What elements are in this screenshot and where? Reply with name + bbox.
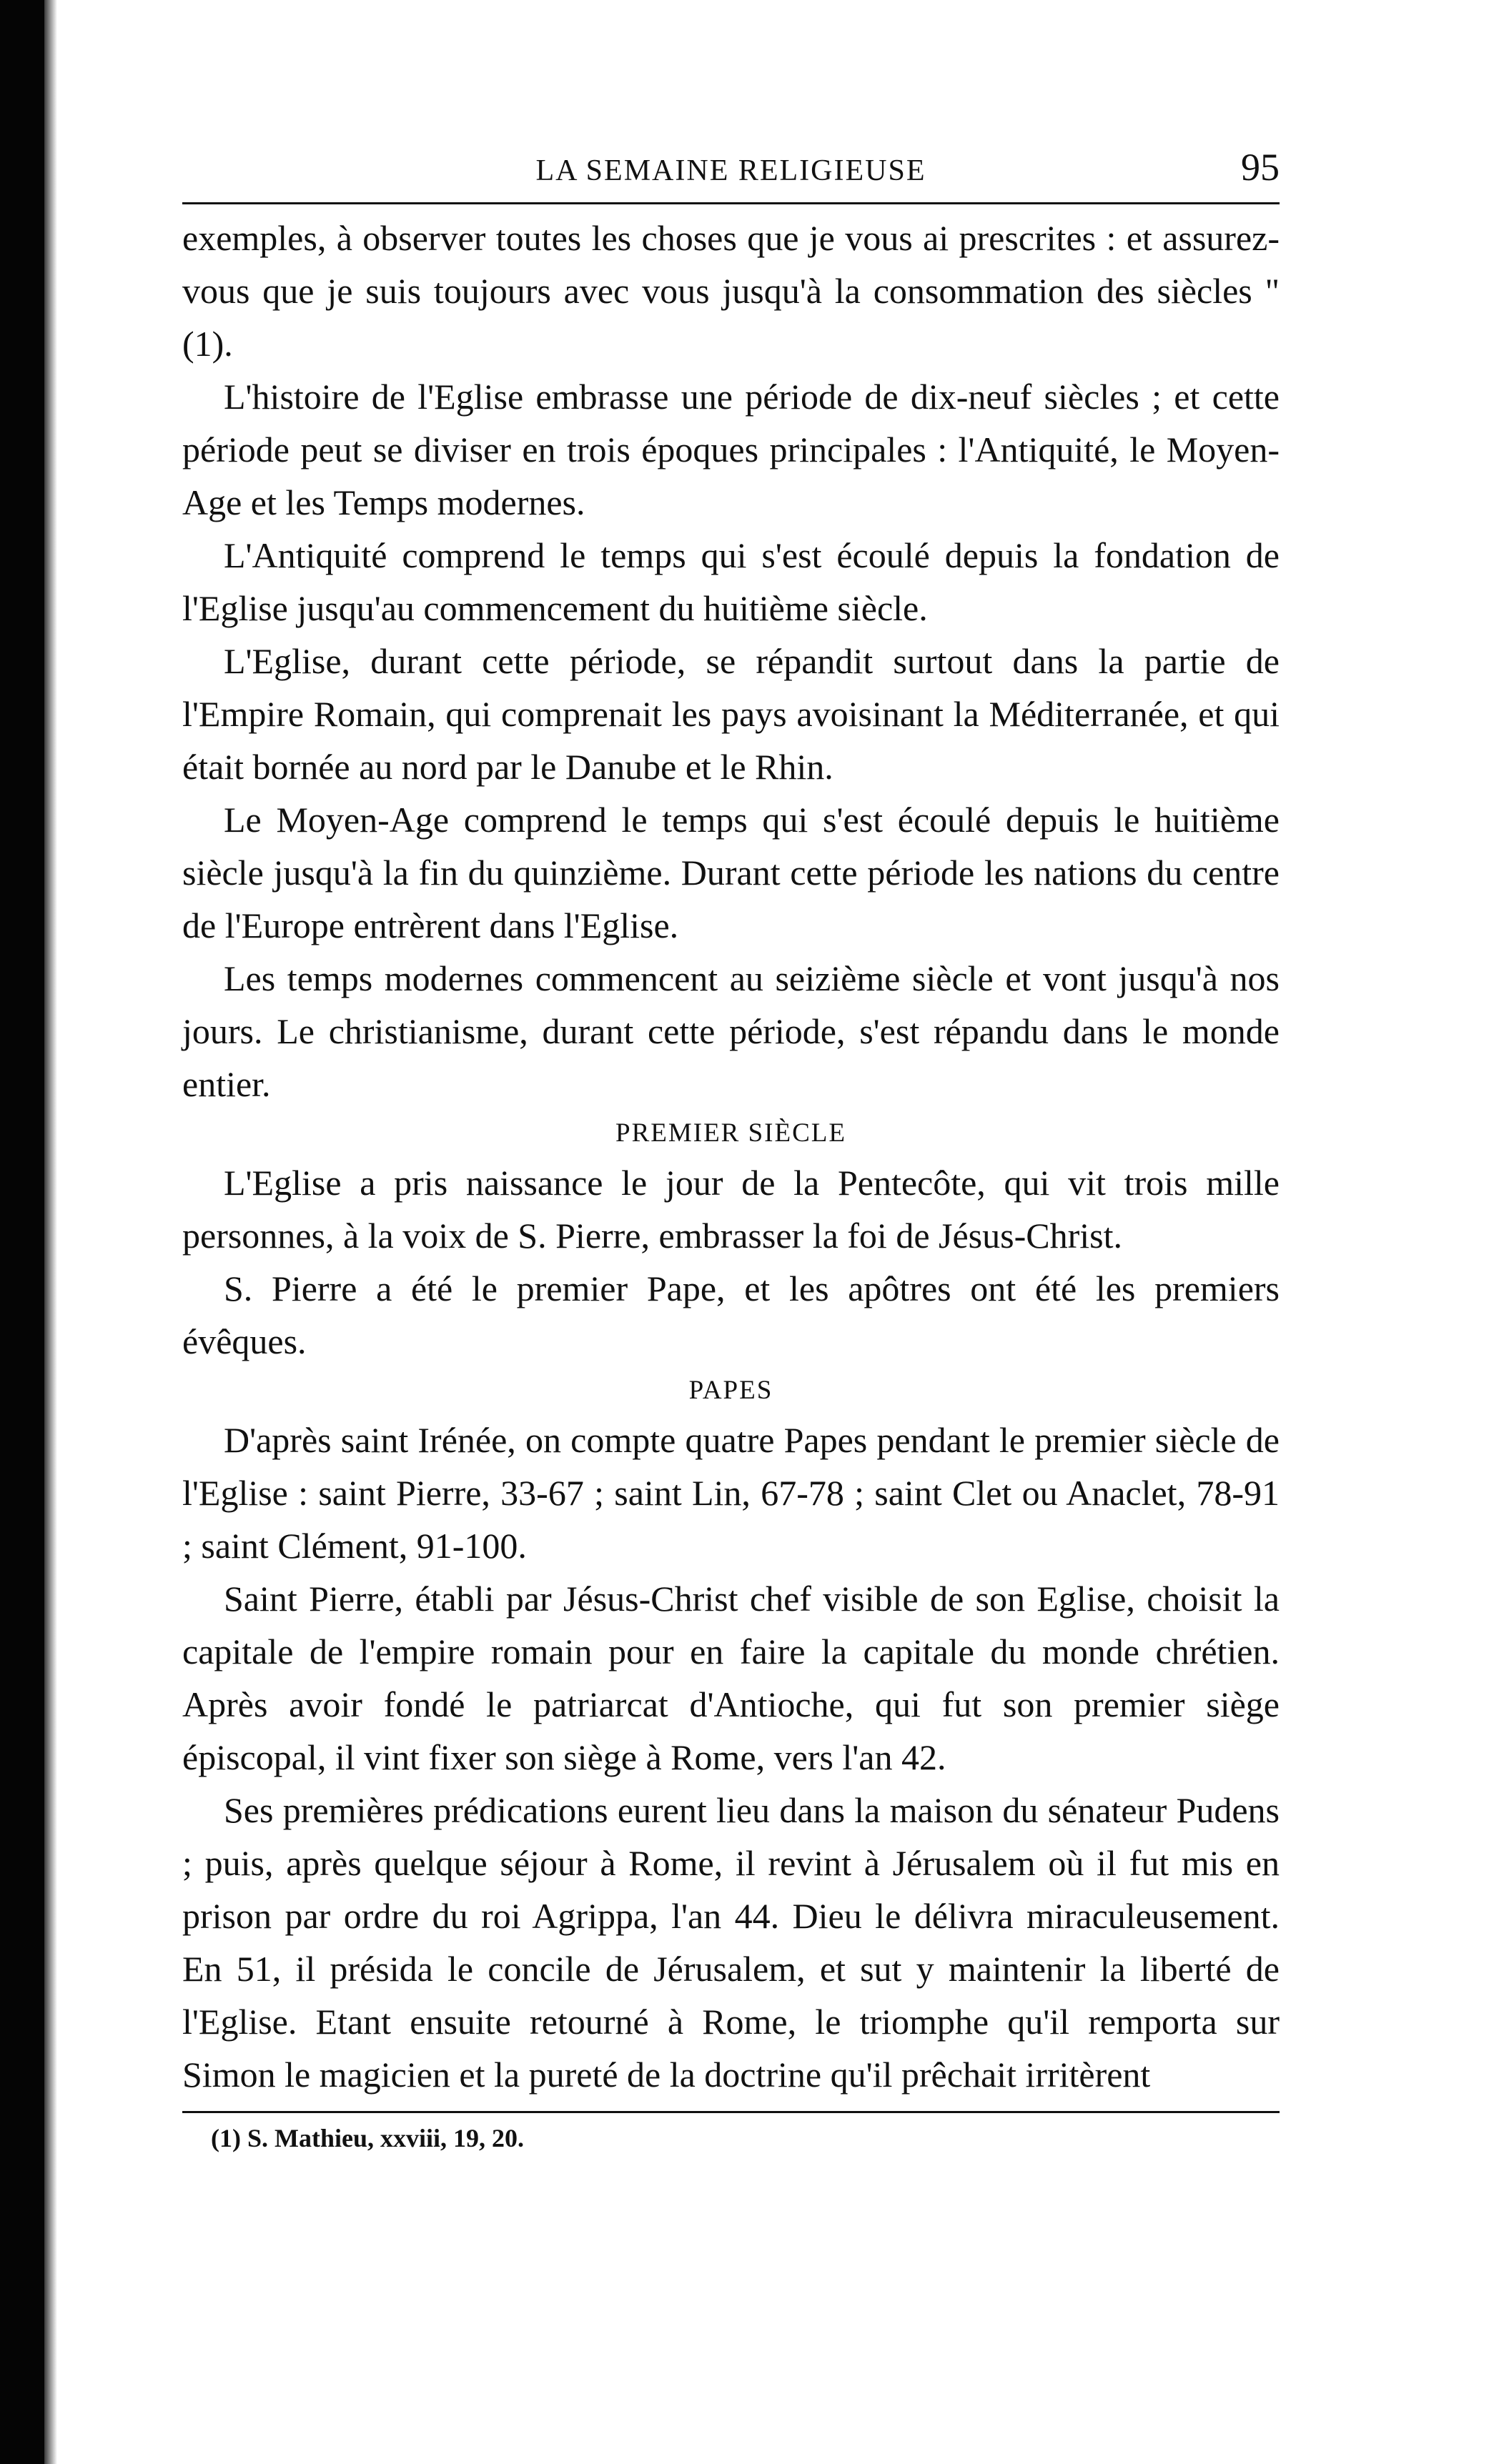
running-head — [182, 139, 1280, 197]
page-body — [182, 212, 1280, 2101]
paragraph: L'Eglise, durant cette période, se répandit surtout dans la partie de l'Empire Romain, qui comprenait les pays avoisinant la Méditerranée, et qui était bornée au nord par le Danube et le Rhin. — [182, 641, 1280, 787]
paragraph: L'Antiquité comprend le temps qui s'est écoulé depuis la fondation de l'Eglise jusqu'au commencement du huitième siècle. — [182, 535, 1280, 628]
paragraph: Saint Pierre, établi par Jésus-Christ chef visible de son Eglise, choisit la capitale de l'empire romain pour en faire la capitale du monde chrétien. Après avoir fondé le patriarcat d'Antioche, qui fut son premier siège épiscopal, il vint fixer son siège à Rome, vers l'an 42. — [182, 1579, 1280, 1777]
paragraph: D'après saint Irénée, on compte quatre Papes pendant le premier siècle de l'Eglise : saint Pierre, 33-67 ; saint Lin, 67-78 ; saint Clet ou Anaclet, 78-91 ; saint Clément, 91-100. — [182, 1420, 1280, 1566]
paragraph: exemples, à observer toutes les choses que je vous ai prescrites : et assurez-vous que je suis toujours avec vous jusqu'à la consommation des siècles " (1). — [182, 218, 1280, 364]
paragraph: S. Pierre a été le premier Pape, et les apôtres ont été les premiers évêques. — [182, 1268, 1280, 1361]
section-heading-papes: PAPES — [688, 1376, 773, 1405]
book-page — [182, 139, 1280, 2156]
book-spine-shadow — [0, 0, 44, 2464]
paragraph: Ses premières prédications eurent lieu dans la maison du sénateur Pudens ; puis, après quelque séjour à Rome, il revint à Jérusalem où il fut mis en prison par ordre du roi Agrippa, l'an 44. Dieu le délivra miraculeusement. En 51, il présida le concile de Jérusalem, et sut y maintenir la liberté de l'Eglise. Etant ensuite retourné à Rome, le triomphe qu'il remporta sur Simon le magicien et la pureté de la doctrine qu'il prêchait irritèrent — [182, 1790, 1280, 2095]
paragraph: L'histoire de l'Eglise embrasse une période de dix-neuf siècles ; et cette période peut se diviser en trois époques principales : l'Antiquité, le Moyen-Age et les Temps modernes. — [182, 377, 1280, 522]
paragraph: Les temps modernes commencent au seizième siècle et vont jusqu'à nos jours. Le christianisme, durant cette période, s'est répandu dans le monde entier. — [182, 958, 1280, 1104]
book-gutter — [44, 0, 57, 2464]
page-number: 95 — [1241, 146, 1280, 189]
section-heading-premier-siecle: PREMIER SIÈCLE — [615, 1118, 846, 1148]
running-title: LA SEMAINE RELIGIEUSE — [535, 154, 926, 187]
footnote: (1) S. Mathieu, xxviii, 19, 20. — [211, 2124, 524, 2152]
header-rule — [182, 202, 1280, 204]
footnote-rule — [182, 2111, 1280, 2113]
paragraph: L'Eglise a pris naissance le jour de la Pentecôte, qui vit trois mille personnes, à la voix de S. Pierre, embrasser la foi de Jésus-Christ. — [182, 1163, 1280, 1256]
paragraph: Le Moyen-Age comprend le temps qui s'est écoulé depuis le huitième siècle jusqu'à la fin du quinzième. Durant cette période les nations du centre de l'Europe entrèrent dans l'Eglise. — [182, 800, 1280, 945]
